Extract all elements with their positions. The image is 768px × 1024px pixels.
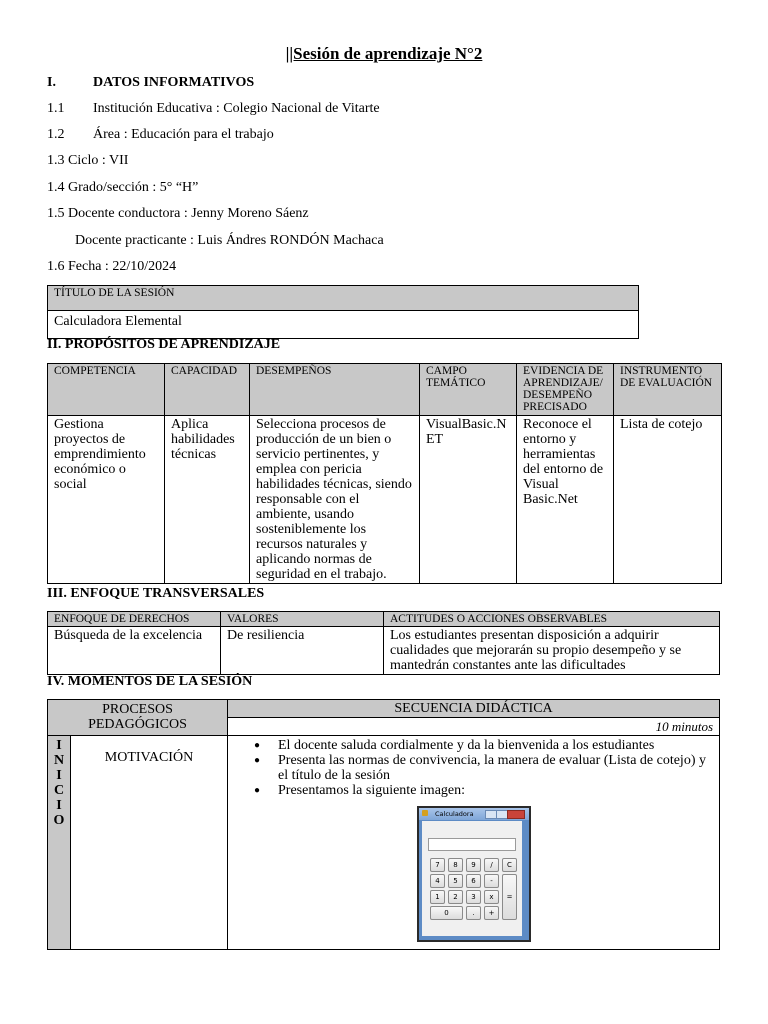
header-campo: CAMPO TEMÁTICO — [420, 364, 517, 416]
calc-button-6: 6 — [466, 874, 481, 888]
calc-button-8: 8 — [448, 858, 463, 872]
sequence-item: ● Presentamos la siguiente imagen: — [278, 783, 713, 798]
item-number: 1.2 — [47, 127, 65, 142]
phase-letter: O — [53, 813, 65, 828]
calc-button-4: 4 — [430, 874, 445, 888]
calc-button-5: 5 — [448, 874, 463, 888]
calc-button-multiply: x — [484, 890, 499, 904]
phase-letter: I — [56, 798, 62, 813]
section-propositos-heading: II. PROPÓSITOS DE APRENDIZAJE — [47, 337, 281, 352]
header-enfoque: ENFOQUE DE DERECHOS — [48, 612, 221, 627]
enfoque-table — [47, 611, 720, 675]
calculator-title: Calculadora — [435, 810, 474, 818]
header-desempenos: DESEMPEÑOS — [250, 364, 420, 416]
cell-enfoque: Búsqueda de la excelencia — [48, 627, 221, 675]
calc-button-minus: - — [484, 874, 499, 888]
session-title-value: Calculadora Elemental — [48, 311, 639, 339]
section-enfoque-heading: III. ENFOQUE TRANSVERSALES — [47, 586, 265, 601]
cell-valores: De resiliencia — [221, 627, 384, 675]
session-title-header: TÍTULO DE LA SESIÓN — [48, 286, 639, 311]
close-icon — [507, 810, 525, 819]
calc-button-0: 0 — [430, 906, 463, 920]
cell-evidencia: Reconoce el entorno y herramientas del entorno de Visual Basic.Net — [517, 416, 614, 584]
momentos-table — [47, 699, 720, 950]
calc-button-3: 3 — [466, 890, 481, 904]
phase-inicio — [48, 736, 71, 950]
datos-item-2 — [47, 127, 274, 143]
datos-item-4: 1.4 Grado/sección : 5° “H” — [47, 180, 199, 195]
item-number: 1.1 — [47, 101, 65, 116]
header-valores: VALORES — [221, 612, 384, 627]
section-datos-heading — [47, 75, 254, 91]
section-number: I. — [47, 75, 56, 90]
datos-item-3: 1.3 Ciclo : VII — [47, 153, 129, 168]
calc-button-divide: / — [484, 858, 499, 872]
header-evidencia: EVIDENCIA DE APRENDIZAJE/ DESEMPEÑO PRECISADO — [517, 364, 614, 416]
header-secuencia: SECUENCIA DIDÁCTICA — [228, 700, 720, 718]
cell-instrumento: Lista de cotejo — [614, 416, 722, 584]
propositos-table — [47, 363, 722, 584]
calculator-titlebar — [419, 808, 529, 820]
phase-letter: I — [56, 768, 62, 783]
item-text: Institución Educativa : Colegio Nacional de Vitarte — [93, 101, 380, 116]
time-label: 10 minutos — [228, 718, 720, 736]
sequence-item: ● El docente saluda cordialmente y da la bienvenida a los estudiantes — [278, 738, 713, 753]
item-text: Área : Educación para el trabajo — [93, 127, 274, 142]
calculator-display — [428, 838, 516, 851]
calc-button-2: 2 — [448, 890, 463, 904]
datos-item-6: Docente practicante : Luis Ándres RONDÓN Machaca — [75, 233, 384, 248]
datos-item-5: 1.5 Docente conductora : Jenny Moreno Sáenz — [47, 206, 309, 221]
cell-competencia: Gestiona proyectos de emprendimiento económico o social — [48, 416, 165, 584]
phase-letter: I — [56, 738, 62, 753]
section-momentos-heading: IV. MOMENTOS DE LA SESIÓN — [47, 674, 253, 689]
calc-button-decimal: . — [466, 906, 481, 920]
session-title-table — [47, 285, 639, 339]
calc-button-7: 7 — [430, 858, 445, 872]
calc-button-1: 1 — [430, 890, 445, 904]
sequence-list — [234, 738, 713, 798]
calculator-image — [417, 806, 531, 942]
header-instrumento: INSTRUMENTO DE EVALUACIÓN — [614, 364, 722, 416]
datos-item-7: 1.6 Fecha : 22/10/2024 — [47, 259, 177, 274]
header-competencia: COMPETENCIA — [48, 364, 165, 416]
app-icon — [422, 810, 428, 816]
calc-button-9: 9 — [466, 858, 481, 872]
header-procesos: PROCESOS PEDAGÓGICOS — [48, 700, 228, 736]
cell-campo: VisualBasic.NET — [420, 416, 517, 584]
header-capacidad: CAPACIDAD — [165, 364, 250, 416]
datos-item-1 — [47, 101, 380, 117]
cell-capacidad: Aplica habilidades técnicas — [165, 416, 250, 584]
calculator-body — [422, 821, 522, 936]
process-motivacion: MOTIVACIÓN — [71, 736, 228, 950]
calc-button-equals: = — [502, 874, 517, 920]
phase-letter: C — [53, 783, 65, 798]
header-actitudes: ACTITUDES O ACCIONES OBSERVABLES — [384, 612, 720, 627]
cell-desempenos: Selecciona procesos de producción de un bien o servicio pertinentes, y emplea con pericia habilidades técnicas, siendo responsable con el ambiente, usando sosteniblemente los recursos naturales y aplicando normas de seguridad en el trabajo. — [250, 416, 420, 584]
cell-actitudes: Los estudiantes presentan disposición a adquirir cualidades que mejorarán su propio desempeño y se mantedrán constantes ante las dificultades — [384, 627, 720, 675]
calc-button-clear: C — [502, 858, 517, 872]
phase-letter: N — [53, 753, 65, 768]
sequence-item: ● Presenta las normas de convivencia, la manera de evaluar (Lista de cotejo) y el título de la sesión — [278, 753, 713, 783]
document-title: ||Sesión de aprendizaje N°2 — [285, 44, 483, 63]
section-title: DATOS INFORMATIVOS — [93, 75, 255, 90]
calc-button-plus: + — [484, 906, 499, 920]
